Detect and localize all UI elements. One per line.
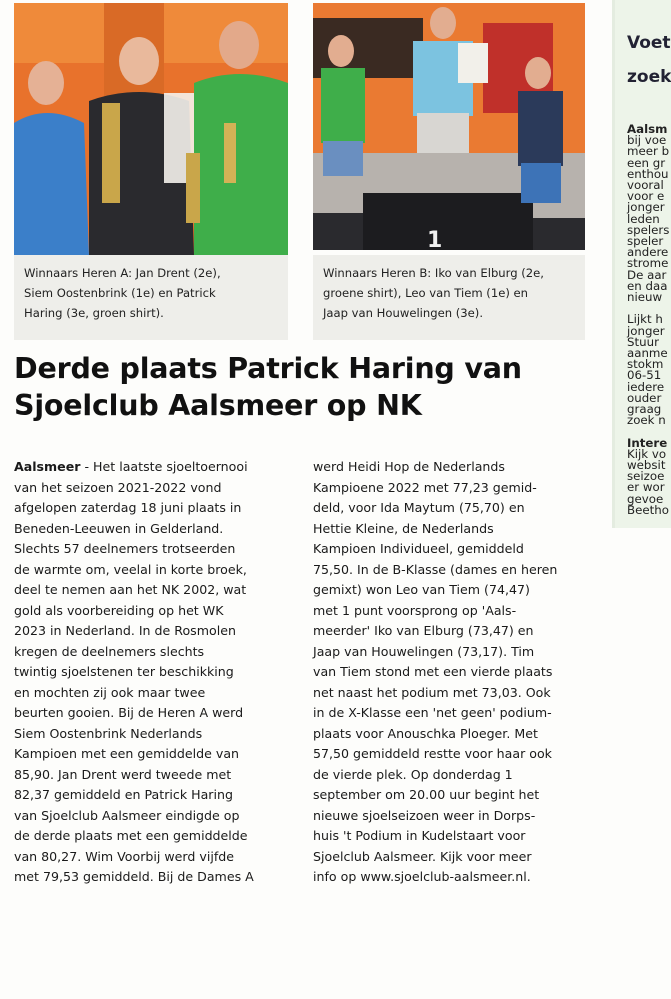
article-line: gold als voorbereiding op het WK xyxy=(14,602,224,618)
article-line: gemixt) won Leo van Tiem (74,47) xyxy=(313,582,530,597)
article-line: nieuwe sjoelseizoen weer in Dorps- xyxy=(313,807,536,823)
sidebar-line: jonger xyxy=(627,200,665,215)
sidebar-line: er wor xyxy=(627,480,665,495)
article-line: Kampioen met een gemiddelde van xyxy=(14,746,240,761)
article-line: beurten gooien. Bij de Heren A werd xyxy=(14,705,244,720)
dateline-place: Aalsmeer xyxy=(14,459,81,474)
article-line: Kampioene 2022 met 77,23 gemid- xyxy=(313,479,537,495)
caption-line: Jaap van Houwelingen (3e). xyxy=(323,306,484,320)
sidebar-line: Stuur xyxy=(627,334,659,349)
sidebar-line: een gr xyxy=(627,155,666,170)
sidebar-line: voor e xyxy=(627,189,665,204)
sidebar-line: Intere xyxy=(627,435,668,450)
article-line: Jaap van Houwelingen (73,17). Tim xyxy=(313,643,535,659)
sidebar-line: aanme xyxy=(627,346,668,360)
article-line: september om 20.00 uur begint het xyxy=(313,787,540,802)
sidebar-line: iedere xyxy=(627,379,665,394)
article-line: 2023 in Nederland. In de Rosmolen xyxy=(14,623,236,638)
sidebar-title: Voet zoek xyxy=(627,33,671,87)
sidebar-line: Aalsm xyxy=(627,122,668,136)
sidebar-line: vooral xyxy=(627,178,664,192)
article-line: de warmte om, veelal in korte broek, xyxy=(14,561,247,577)
article-line: 57,50 gemiddeld restte voor haar ook xyxy=(313,746,552,761)
article-line: Slechts 57 deelnemers trotseerden xyxy=(14,541,236,556)
article-line: deel te nemen aan het NK 2002, wat xyxy=(14,582,247,597)
photo-heren-a xyxy=(14,3,288,255)
article-line: werd Heidi Hop de Nederlands xyxy=(313,459,505,474)
article-line: plaats voor Anouschka Ploeger. Met xyxy=(313,725,538,741)
article-line: afgelopen zaterdag 18 juni plaats in xyxy=(14,500,242,515)
sidebar-line: bij voe xyxy=(627,133,667,148)
caption-line: Haring (3e, groen shirt). xyxy=(24,306,164,320)
sidebar-line: Lijkt h xyxy=(627,312,663,327)
sidebar-line: nieuw xyxy=(627,290,663,304)
article-line: 85,90. Jan Drent werd tweede met xyxy=(14,766,232,782)
article-line: 75,50. In de B-Klasse (dames en heren xyxy=(313,561,558,577)
caption-line: Winnaars Heren B: Iko van Elburg (2e, xyxy=(323,266,544,280)
article-line: kregen de deelnemers slechts xyxy=(14,643,205,659)
article-line: Siem Oostenbrink Nederlands xyxy=(14,725,203,741)
article-line: in de X-Klasse een 'net geen' podium- xyxy=(313,705,552,720)
sidebar-line: meer b xyxy=(627,144,670,159)
sidebar-line: gevoe xyxy=(627,491,664,506)
sidebar-line: strome xyxy=(627,256,669,271)
sidebar-line: seizoe xyxy=(627,469,665,484)
article-line: meerder' Iko van Elburg (73,47) en xyxy=(313,623,534,638)
sidebar-line: jonger xyxy=(627,323,665,338)
article-column-2 xyxy=(313,457,603,888)
article-column-1 xyxy=(14,457,299,888)
headline-line: Derde plaats Patrick Haring van xyxy=(14,352,522,385)
article-line: van Sjoelclub Aalsmeer eindigde op xyxy=(14,807,240,823)
sidebar-line: De aar xyxy=(627,267,667,282)
sidebar-line: Beetho xyxy=(627,502,669,517)
article-line: Kampioen Individueel, gemiddeld xyxy=(313,541,524,556)
article-line: de vierde plek. Op donderdag 1 xyxy=(313,766,513,782)
article-line: met 79,53 gemiddeld. Bij de Dames A xyxy=(14,869,254,884)
sidebar-line: Kijk vo xyxy=(627,446,667,461)
article-line: twintig sjoelstenen ter beschikking xyxy=(14,664,234,679)
article-line: van 80,27. Wim Voorbij werd vijfde xyxy=(14,848,235,864)
article-line: met 1 punt voorsprong op 'Aals- xyxy=(313,602,517,618)
sidebar-line: en daa xyxy=(627,278,668,293)
sidebar-line: enthou xyxy=(627,166,669,181)
sidebar-article xyxy=(612,0,671,528)
caption-heren-b xyxy=(313,255,585,340)
headline-line: Sjoelclub Aalsmeer op NK xyxy=(14,389,422,422)
sidebar-line: ouder xyxy=(627,390,662,405)
article-headline xyxy=(14,350,614,424)
article-line: info op www.sjoelclub-aalsmeer.nl. xyxy=(313,869,531,884)
podium-number: 1 xyxy=(427,228,443,250)
sidebar-line: stokm xyxy=(627,357,664,372)
sidebar-line: leden xyxy=(627,211,660,226)
caption-line: Winnaars Heren A: Jan Drent (2e), xyxy=(24,266,221,280)
sidebar-line: websit xyxy=(627,458,666,472)
sidebar-line: spelers xyxy=(627,222,670,237)
sidebar-line: speler xyxy=(627,234,664,248)
sidebar-line: zoek n xyxy=(627,413,666,428)
article-line: de derde plaats met een gemiddelde xyxy=(14,828,248,843)
sidebar-line: andere xyxy=(627,245,669,260)
article-line: huis 't Podium in Kudelstaart voor xyxy=(313,828,526,843)
photo-heren-b xyxy=(313,3,585,250)
article-line: net naast het podium met 73,03. Ook xyxy=(313,684,551,700)
caption-line: groene shirt), Leo van Tiem (1e) en xyxy=(323,286,529,300)
article-line: Sjoelclub Aalsmeer. Kijk voor meer xyxy=(313,848,532,864)
caption-heren-a xyxy=(14,255,288,340)
article-line: en mochten zij ook maar twee xyxy=(14,684,206,700)
article-line: van Tiem stond met een vierde plaats xyxy=(313,664,553,679)
article-line: van het seizoen 2021-2022 vond xyxy=(14,479,222,495)
article-line: Hettie Kleine, de Nederlands xyxy=(313,520,494,536)
article-line: deld, voor Ida Maytum (75,70) en xyxy=(313,500,525,515)
sidebar-line: 06-51 xyxy=(627,368,662,383)
article-line: Aalsmeer - Het laatste sjoeltoernooi xyxy=(14,459,248,474)
article-line: Beneden-Leeuwen in Gelderland. xyxy=(14,520,224,536)
caption-line: Siem Oostenbrink (1e) en Patrick xyxy=(24,286,216,300)
article-line: 82,37 gemiddeld en Patrick Haring xyxy=(14,787,233,802)
sidebar-line: graag xyxy=(627,402,662,416)
